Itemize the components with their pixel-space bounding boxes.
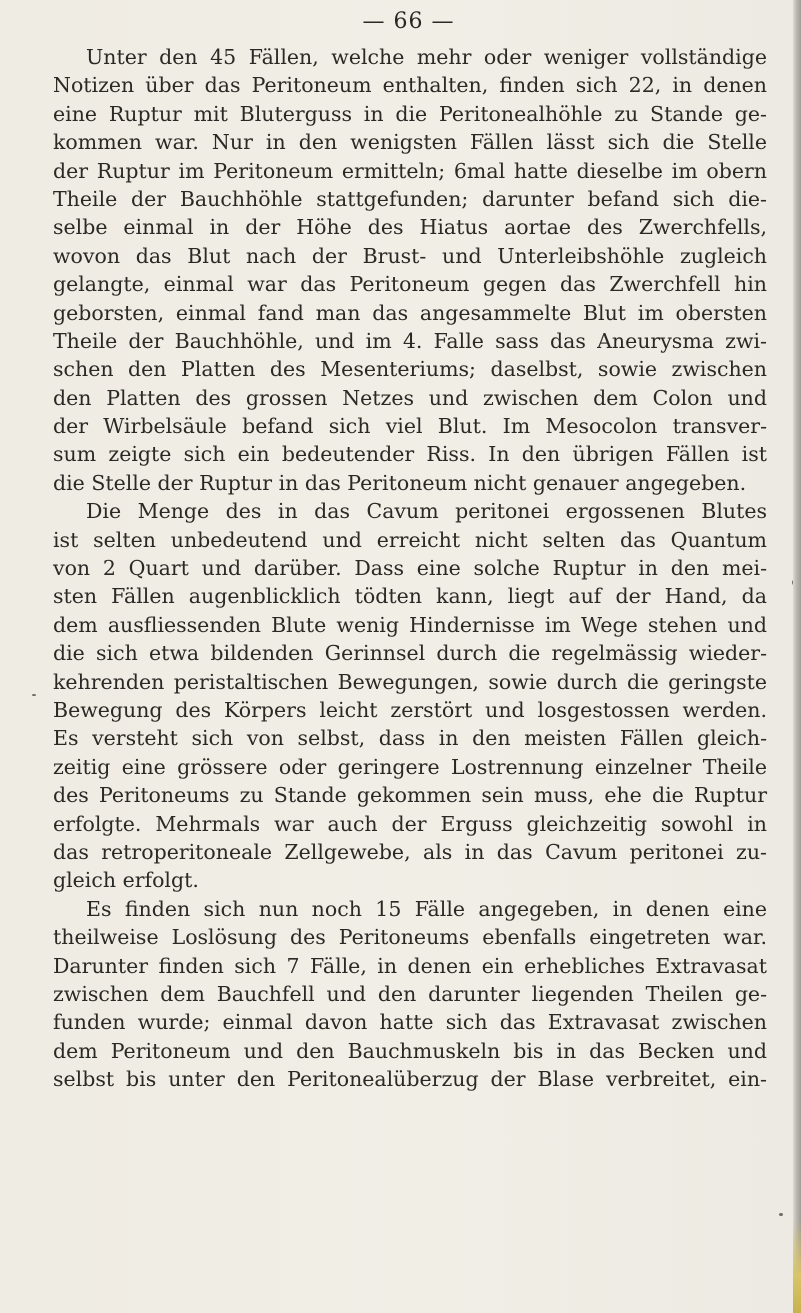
body-text bbox=[53, 43, 767, 1093]
text-line: Es versteht sich von selbst, dass in den meisten Fällen gleich- bbox=[53, 726, 767, 751]
text-line: der Ruptur im Peritoneum ermitteln; 6mal hatte dieselbe im obern bbox=[53, 158, 767, 183]
text-line: Unter den 45 Fällen, welche mehr oder weniger vollständige bbox=[86, 45, 767, 69]
text-line: Bewegung des Körpers leicht zerstört und losgestossen werden. bbox=[53, 697, 767, 722]
text-line: geborsten, einmal fand man das angesammelte Blut im obersten bbox=[53, 300, 767, 325]
text-line: selbst bis unter den Peritonealüberzug der Blase verbreitet, ein- bbox=[53, 1067, 767, 1092]
text-line: selbe einmal in der Höhe des Hiatus aortae des Zwerchfells, bbox=[53, 215, 767, 240]
text-line: den Platten des grossen Netzes und zwischen dem Colon und bbox=[53, 385, 767, 410]
text-line: wovon das Blut nach der Brust- und Unterleibshöhle zugleich bbox=[53, 243, 767, 268]
text-line: des Peritoneums zu Stande gekommen sein muss, ehe die Ruptur bbox=[53, 783, 767, 808]
text-line: sten Fällen augenblicklich tödten kann, liegt auf der Hand, da bbox=[53, 584, 767, 609]
text-line: Theile der Bauchhöhle, und im 4. Falle sass das Aneurysma zwi- bbox=[53, 328, 767, 353]
text-line: die sich etwa bildenden Gerinnsel durch die regelmässig wieder- bbox=[53, 641, 767, 666]
text-line: zeitig eine grössere oder geringere Lostrennung einzelner Theile bbox=[53, 754, 767, 779]
speck-mark bbox=[779, 1213, 783, 1216]
text-line: theilweise Loslösung des Peritoneums ebenfalls eingetreten war. bbox=[53, 925, 767, 950]
speck-mark bbox=[32, 694, 36, 696]
page-edge-shadow bbox=[793, 0, 801, 1313]
text-line: der Wirbelsäule befand sich viel Blut. Im Mesocolon transver- bbox=[53, 414, 767, 439]
text-line: erfolgte. Mehrmals war auch der Erguss gleichzeitig sowohl in bbox=[53, 811, 767, 836]
text-line: gelangte, einmal war das Peritoneum gegen das Zwerchfell hin bbox=[53, 272, 767, 297]
text-line: zwischen dem Bauchfell und den darunter liegenden Theilen ge- bbox=[53, 981, 767, 1006]
text-line: dem Peritoneum und den Bauchmuskeln bis in das Becken und bbox=[53, 1038, 767, 1063]
text-line: Notizen über das Peritoneum enthalten, finden sich 22, in denen bbox=[53, 73, 767, 98]
text-line: Es finden sich nun noch 15 Fälle angegeben, in denen eine bbox=[86, 896, 767, 921]
text-line: ist selten unbedeutend und erreicht nicht selten das Quantum bbox=[53, 527, 767, 552]
text-line: eine Ruptur mit Bluterguss in die Peritonealhöhle zu Stande ge- bbox=[53, 101, 767, 126]
text-line: die Stelle der Ruptur in das Peritoneum nicht genauer angegeben. bbox=[53, 470, 747, 495]
text-line: Theile der Bauchhöhle stattgefunden; darunter befand sich die- bbox=[53, 186, 767, 211]
text-line: kehrenden peristaltischen Bewegungen, sowie durch die geringste bbox=[53, 669, 767, 694]
text-line: schen den Platten des Mesenteriums; daselbst, sowie zwischen bbox=[53, 357, 767, 382]
text-line: gleich erfolgt. bbox=[53, 868, 199, 893]
text-line: von 2 Quart und darüber. Dass eine solche Ruptur in den mei- bbox=[53, 556, 767, 581]
page-number: — 66 — bbox=[362, 9, 455, 34]
text-line: funden wurde; einmal davon hatte sich das Extravasat zwischen bbox=[53, 1010, 767, 1035]
text-line: dem ausfliessenden Blute wenig Hindernisse im Wege stehen und bbox=[53, 612, 767, 637]
text-line: Die Menge des in das Cavum peritonei ergossenen Blutes bbox=[86, 499, 767, 524]
text-line: kommen war. Nur in den wenigsten Fällen lässt sich die Stelle bbox=[53, 130, 767, 155]
text-line: sum zeigte sich ein bedeutender Riss. In den übrigen Fällen ist bbox=[53, 442, 767, 467]
text-line: das retroperitoneale Zellgewebe, als in das Cavum peritonei zu- bbox=[53, 839, 767, 864]
page-edge-stain bbox=[793, 1220, 801, 1313]
text-line: Darunter finden sich 7 Fälle, in denen ein erhebliches Extravasat bbox=[53, 953, 767, 978]
